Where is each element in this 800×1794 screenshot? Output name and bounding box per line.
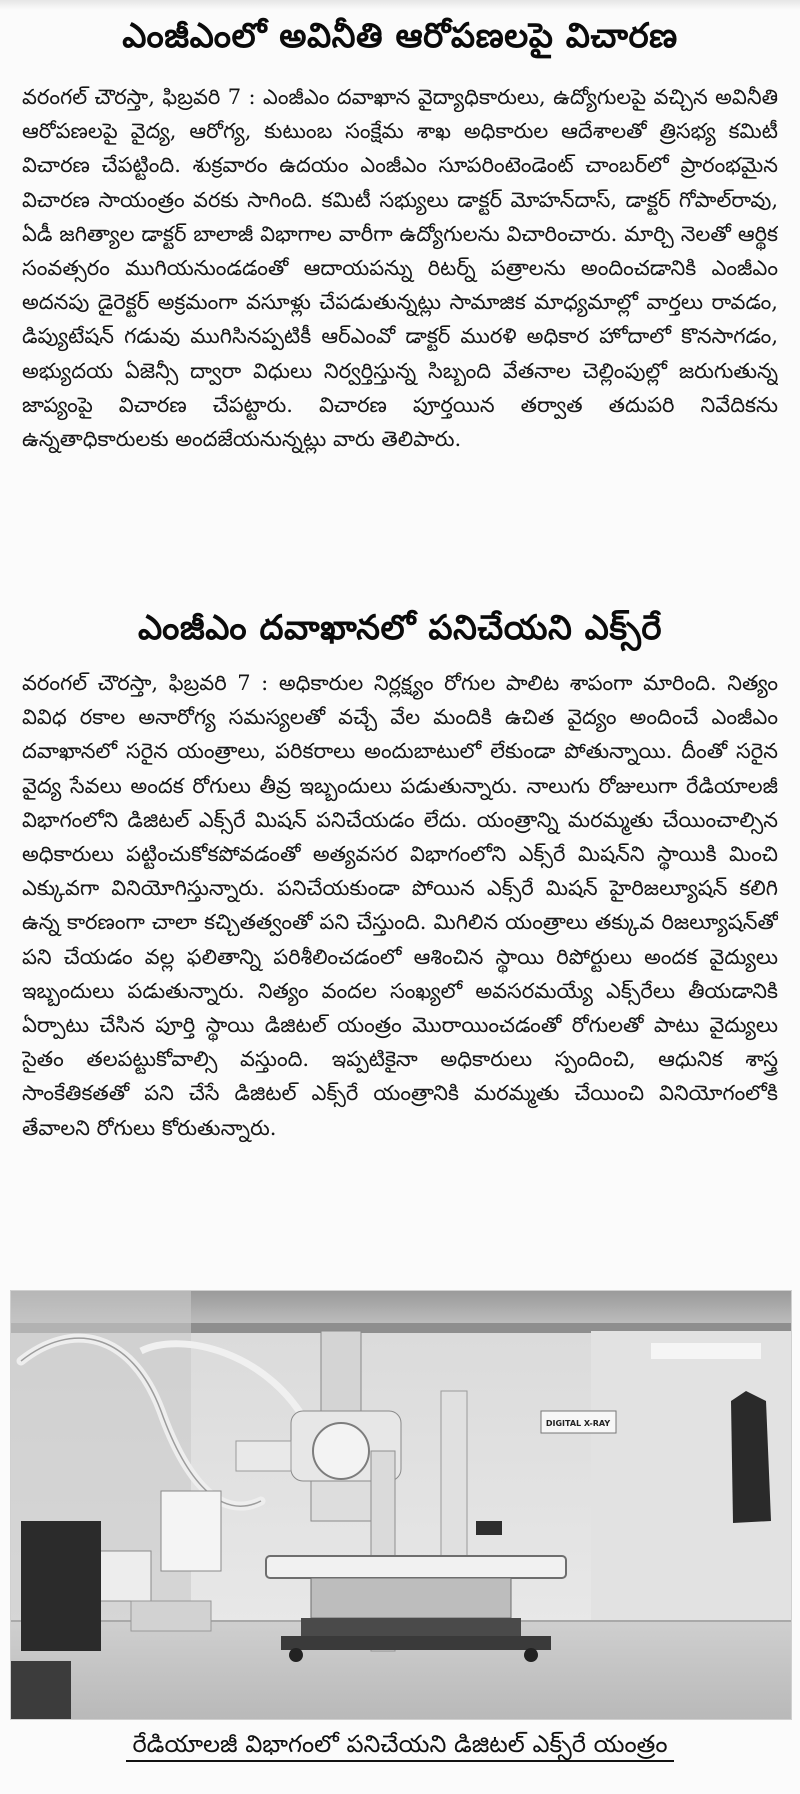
- photo-caption: [10, 1726, 790, 1762]
- article-2-headline: ఎంజీఎం దవాఖానలో పనిచేయని ఎక్స్‌రే: [137, 608, 663, 648]
- clipping-edge: [0, 0, 800, 10]
- xray-room-illustration: [11, 1291, 791, 1719]
- xray-room-photo: [10, 1290, 792, 1720]
- article-1-headline: ఎంజీఎంలో అవినీతి ఆరోపణలపై విచారణ: [122, 16, 678, 56]
- article-1-body: వరంగల్ చౌరస్తా, ఫిబ్రవరి 7 : ఎంజీఎం దవాఖాన వైద్యాధికారులు, ఉద్యోగులపై వచ్చిన అవినీతి ఆరోపణలపై వైద్య, ఆరోగ్య, కుటుంబ సంక్షేమ శాఖ అధికారుల ఆదేశాలతో త్రిసభ్య కమిటీ విచారణ చేపట్టింది. శుక్రవారం ఉదయం ఎంజీఎం సూపరింటెండెంట్ చాంబర్‌లో ప్రారంభమైన విచారణ సాయంత్రం వరకు సాగింది. కమిటీ సభ్యులు డాక్టర్ మోహన్‌దాస్, డాక్టర్ గోపాల్‌రావు, ఏడీ జగిత్యాల డాక్టర్ బాలాజీ విభాగాల వారీగా ఉద్యోగులను విచారించారు. మార్చి నెలతో ఆర్థిక సంవత్సరం ముగియనుండడంతో ఆదాయపన్ను రిటర్న్ పత్రాలను అందించడానికి ఎంజీఎం అదనపు డైరెక్టర్ అక్రమంగా వసూళ్లు చేపడుతున్నట్లు సామాజిక మాధ్యమాల్లో వార్తలు రావడం, డిప్యుటేషన్ గడువు ముగిసినప్పటికీ ఆర్ఎంవో డాక్టర్ మురళి అధికార హోదాలో కొనసాగడం, అభ్యుదయ ఏజెన్సీ ద్వారా విధులు నిర్వర్తిస్తున్న సిబ్బంది వేతనాల చెల్లింపుల్లో జరుగుతున్న జాప్యంపై విచారణ చేపట్టారు. విచారణ పూర్తయిన తర్వాత తదుపరి నివేదికను ఉన్నతాధికారులకు అందజేయనున్నట్లు వారు తెలిపారు.: [22, 85, 778, 452]
- digital-xray-sign: DIGITAL X-RAY: [545, 1419, 611, 1428]
- photo-caption-text: రేడియాలజీ విభాగంలో పనిచేయని డిజిటల్ ఎక్స్‌రే యంత్రం: [126, 1730, 673, 1762]
- article-2-body: వరంగల్ చౌరస్తా, ఫిబ్రవరి 7 : అధికారుల నిర్లక్ష్యం రోగుల పాలిట శాపంగా మారింది. నిత్యం వివిధ రకాల అనారోగ్య సమస్యలతో వచ్చే వేల మందికి ఉచిత వైద్యం అందించే ఎంజీఎం దవాఖానలో సరైన యంత్రాలు, పరికరాలు అందుబాటులో లేకుండా పోతున్నాయి. దీంతో సరైన వైద్య సేవలు అందక రోగులు తీవ్ర ఇబ్బందులు పడుతున్నారు. నాలుగు రోజులుగా రేడియాలజీ విభాగంలోని డిజిటల్ ఎక్స్‌రే మిషన్ పనిచేయడం లేదు. యంత్రాన్ని మరమ్మతు చేయించాల్సిన అధికారులు పట్టించుకోకపోవడంతో అత్యవసర విభాగంలోని ఎక్స్‌రే మిషన్‌ని స్థాయికి మించి ఎక్కువగా వినియోగిస్తున్నారు. పనిచేయకుండా పోయిన ఎక్స్‌రే మిషన్ హైరిజల్యూషన్ కలిగి ఉన్న కారణంగా చాలా కచ్చితత్వంతో పని చేస్తుంది. మిగిలిన యంత్రాలు తక్కువ రిజల్యూషన్‌తో పని చేయడం వల్ల ఫలితాన్ని పరిశీలించడంలో ఆశించిన స్థాయి రిపోర్టులు అందక వైద్యులు ఇబ్బందులు పడుతున్నారు. నిత్యం వందల సంఖ్యలో అవసరమయ్యే ఎక్స్‌రేలు తీయడానికి ఏర్పాటు చేసిన పూర్తి స్థాయి డిజిటల్ యంత్రం మొరాయించడంతో రోగులతో పాటు వైద్యులు సైతం తలపట్టుకోవాల్సి వస్తుంది. ఇప్పటికైనా అధికారులు స్పందించి, ఆధునిక శాస్త్ర సాంకేతికతతో పని చేసే డిజిటల్ ఎక్స్‌రే యంత్రానికి మరమ్మతు చేయించి వినియోగంలోకి తేవాలని రోగులు కోరుతున్నారు.: [22, 671, 778, 1140]
